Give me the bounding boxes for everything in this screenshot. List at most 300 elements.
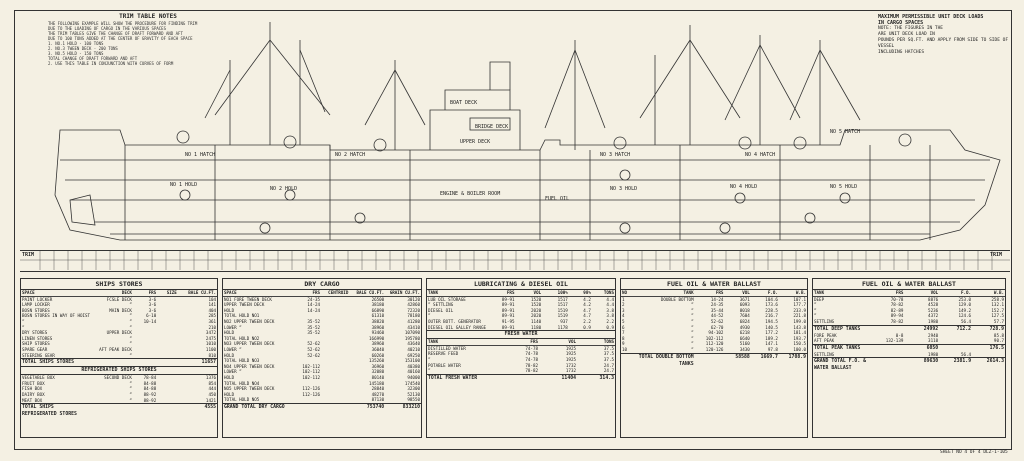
table-cell: [321, 397, 349, 403]
table-cell: 89-94: [890, 313, 904, 319]
table-header: [427, 290, 615, 297]
table-cell: VOL: [930, 290, 939, 295]
table-cell: 0.9: [606, 324, 614, 330]
table-title: SHIPS STORES: [21, 279, 217, 290]
total-row: [427, 374, 615, 382]
table-cell: 78-84: [143, 375, 157, 381]
table-cell: 2.2: [583, 318, 591, 324]
table-cell: ”: [691, 313, 694, 319]
table-cell: 2940: [928, 332, 939, 338]
table-cell: 149.2: [958, 307, 972, 313]
table-cell: 3110: [928, 338, 939, 344]
table-cell: 810: [208, 352, 217, 358]
table-cell: 42860: [407, 302, 420, 308]
table-cell: SHIP STORES: [22, 341, 50, 347]
table-cell: VOL: [568, 339, 576, 345]
total-row: [813, 357, 1005, 372]
table-cell: 728.9: [989, 326, 1005, 332]
table-cell: 3-6: [148, 302, 157, 308]
table-cell: VEGETABLE BOX: [22, 375, 55, 381]
table-cell: ”: [129, 341, 132, 347]
table-cell: [157, 359, 178, 366]
table-cell: 153100: [404, 358, 420, 364]
table-cell: 78180: [407, 313, 420, 319]
table-cell: 48270: [371, 391, 385, 397]
table-cell: 120-126: [705, 346, 724, 352]
table-cell: 4528: [928, 302, 939, 308]
table-cell: 102-112: [302, 374, 321, 380]
table-cell: 6218: [739, 330, 750, 336]
table-cell: 4.2: [583, 296, 591, 302]
table-cell: 753740: [366, 404, 385, 410]
table-cell: 11657: [201, 360, 217, 366]
table-cell: F.O.: [767, 290, 778, 295]
table-cell: 2020: [531, 313, 542, 319]
note-line: TOTAL CHANGE OF DRAFT FORWARD AND AFT: [48, 56, 138, 61]
table-cell: 9: [622, 341, 625, 347]
table-cell: GRAND TOTAL DRY CARGO: [224, 404, 285, 410]
table-cell: FORE PEAK: [814, 332, 837, 338]
table-row: [21, 353, 217, 359]
table-cell: 58588: [735, 354, 750, 360]
table-cell: VOL: [533, 290, 542, 295]
table-cell: 152.7: [991, 307, 1005, 313]
table-cell: SECOND DECK: [104, 375, 132, 381]
table-cell: 82-89: [890, 307, 904, 313]
table-cell: 6824: [739, 318, 750, 324]
table-cell: 132-139: [885, 338, 904, 344]
table-cell: 24.7: [603, 362, 614, 368]
table-row: [621, 347, 807, 353]
deck-load-sub: IN CARGO SPACES: [878, 20, 924, 26]
table-cell: 4.2: [583, 302, 591, 308]
table-cell: 62-70: [710, 324, 724, 330]
table-cell: 107.1: [793, 296, 806, 302]
table-cell: 1732: [565, 368, 576, 374]
table-cell: BALE CU.FT.: [188, 290, 217, 295]
table-cell: 43640: [407, 341, 420, 347]
table-cell: [293, 404, 321, 411]
table-cell: ”: [129, 391, 132, 397]
table-cell: 89-91: [501, 307, 515, 313]
table-cell: [90, 359, 133, 366]
table-cell: [157, 353, 178, 359]
table-cell: FISH BOX: [22, 386, 43, 392]
table-cell: 194.5: [765, 318, 778, 324]
table-cell: FRS: [715, 290, 724, 295]
table-cell: 210: [208, 324, 217, 330]
table-cell: LUB OIL STORAGE: [428, 296, 466, 302]
table-cell: TOTAL SHIPS REFRIGERATED STORES: [22, 405, 77, 418]
table-cell: 141: [208, 302, 217, 308]
hatch1-label: NO 1 HATCH: [185, 152, 216, 158]
table-cell: 14-24: [307, 302, 321, 308]
table-cell: 104: [208, 296, 217, 302]
table-header: [621, 290, 807, 297]
hold3-label: NO 3 HOLD: [610, 186, 638, 192]
table-cell: 36960: [371, 363, 385, 369]
table-cell: TOTAL SHIPS STORES: [22, 360, 74, 366]
table-cell: 4.7: [583, 313, 591, 319]
hatch-fwd-label: NO 5 HATCH: [830, 129, 861, 135]
table-cell: 195780: [404, 335, 420, 341]
table-cell: 174540: [404, 380, 420, 386]
table-cell: HOLD: [224, 307, 235, 313]
table-cell: 1517: [557, 302, 568, 308]
table-cell: 44-52: [710, 313, 724, 319]
trim-band: [20, 250, 1010, 272]
table-cell: TOTAL DEEP TANKS: [814, 326, 861, 332]
table-cell: SIZE: [166, 290, 177, 295]
table-row: [813, 319, 1005, 325]
table-cell: HOLD: [224, 352, 235, 358]
total-row: [223, 403, 421, 411]
note-line: 2. USE THIS TABLE IN CONJUNCTION WITH CURVES OF FORM: [48, 61, 174, 66]
table-title: LUBRICATING & DIESEL OIL: [427, 279, 615, 290]
subsection-title: REFRIGERATED SHIPS STORES: [21, 366, 217, 375]
table-row: [427, 325, 615, 331]
table-cell: 5: [622, 318, 625, 324]
table-cell: 6050: [926, 345, 939, 351]
table-cell: [621, 354, 637, 368]
table-cell: 4.4: [606, 296, 614, 302]
table-cell: 10-14: [143, 318, 157, 324]
table-cell: SETTLING: [814, 318, 835, 324]
table-header: [21, 290, 217, 297]
table-cell: [870, 358, 905, 372]
table-cell: 38960: [371, 341, 385, 347]
table-cell: TANK: [428, 290, 439, 295]
table-cell: 124.6: [958, 313, 972, 319]
table-cell: ”: [814, 302, 817, 308]
table-cell: 35-52: [307, 324, 321, 330]
deck-load-line: NOTE: THE FIGURES IN THE: [878, 26, 944, 31]
total-row: [21, 403, 217, 418]
table-cell: 14-24: [307, 307, 321, 313]
table-cell: 216.7: [765, 313, 778, 319]
table-cell: 4.4: [606, 302, 614, 308]
table-cell: DIESEL OIL GALLEY RANGE: [428, 324, 486, 330]
table-cell: 104.6: [765, 296, 778, 302]
table-cell: ”: [428, 313, 431, 319]
table-cell: ”: [129, 386, 132, 392]
table-cell: NO2 UPPER TWEEN DECK: [224, 318, 275, 324]
table-cell: 1180: [531, 324, 542, 330]
trim-label-right: TRIM: [990, 252, 1003, 258]
table-cell: 233.9: [793, 307, 806, 313]
table-cell: 4.7: [583, 307, 591, 313]
table-cell: 8: [622, 335, 625, 341]
table-cell: FRS: [148, 290, 157, 295]
table-cell: 72320: [407, 307, 420, 313]
table-cell: HOLD: [224, 374, 235, 380]
table-cell: 2.2: [606, 318, 614, 324]
fuel-ballast-table-1: [620, 278, 808, 438]
table-cell: W.B.: [795, 290, 806, 295]
table-cell: 80140: [371, 374, 385, 380]
table-cell: 450: [208, 391, 217, 397]
table-cell: [972, 352, 1005, 358]
table-cell: 78-82: [890, 318, 904, 324]
table-cell: 40380: [407, 363, 420, 369]
table-cell: LINEN STORES: [22, 335, 53, 341]
table-cell: [939, 338, 972, 344]
table-cell: 37.5: [603, 356, 614, 362]
deck-load-line: INCLUDING HATCHES: [878, 50, 925, 55]
table-cell: CENTROID: [328, 290, 349, 295]
table-cell: 98550: [407, 397, 420, 403]
hatch5-label: NO 4 HATCH: [745, 152, 776, 158]
table-cell: 52-62: [307, 341, 321, 347]
note-line: THE FOLLOWING EXAMPLE WILL SHOW THE PROCEDURE FOR FINDING TRIM: [48, 21, 198, 26]
table-cell: TOTAL HOLD NO3: [224, 358, 260, 364]
table-cell: FCSLE DECK: [106, 296, 132, 302]
table-cell: 1980: [928, 351, 939, 357]
table-cell: 1732: [565, 362, 576, 368]
table-cell: 1519: [557, 307, 568, 313]
table-cell: PAINT LOCKER: [22, 296, 53, 302]
table-cell: ”: [129, 318, 132, 324]
table-cell: 4: [622, 313, 625, 319]
table-cell: UPPER TWEEN DECK: [224, 302, 265, 308]
table-cell: TOTAL HOLD NO5: [224, 397, 260, 403]
table-cell: [870, 345, 905, 352]
table-title: DRY CARGO: [223, 279, 421, 290]
table-cell: 100%: [557, 290, 568, 295]
table-cell: 52-62: [307, 352, 321, 358]
trim-label-left: TRIM: [22, 252, 35, 258]
table-cell: 94-102: [708, 330, 724, 336]
boat-deck-label: BOAT DECK: [450, 100, 478, 106]
table-cell: 78-82: [890, 302, 904, 308]
lube-oil-table: [426, 278, 616, 438]
table-cell: ”: [691, 307, 694, 313]
table-cell: 35-44: [710, 307, 724, 313]
table-row: [223, 397, 421, 403]
table-cell: 10: [622, 346, 628, 352]
table-cell: ”: [129, 397, 132, 403]
table-cell: 89-91: [501, 302, 515, 308]
table-cell: 285: [208, 313, 217, 319]
table-cell: AFT PEAK DECK: [99, 346, 132, 352]
table-cell: 87130: [371, 397, 385, 403]
table-cell: ”: [691, 324, 694, 330]
table-cell: 14-24: [710, 296, 724, 302]
table-cell: 173.6: [765, 302, 778, 308]
table-cell: ”: [814, 307, 817, 313]
table-cell: NO3 UPPER TWEEN DECK: [224, 341, 275, 347]
table-cell: 1178: [557, 324, 568, 330]
table-cell: 94000: [407, 374, 420, 380]
table-cell: 89-91: [501, 296, 515, 302]
table-cell: LOWER ”: [224, 346, 242, 352]
deck-load-line: ARE UNIT DECK LOAD IN: [878, 32, 935, 37]
table-cell: TANK: [814, 290, 825, 295]
table-cell: 1010: [205, 341, 217, 347]
table-cell: 166990: [369, 335, 385, 341]
total-row: [21, 358, 217, 366]
table-title: FUEL OIL & WATER BALLAST: [813, 279, 1005, 290]
table-cell: 2475: [205, 335, 217, 341]
table-cell: ”: [691, 330, 694, 336]
table-cell: 3: [622, 307, 625, 313]
upper-deck-label: UPPER DECK: [460, 139, 491, 145]
table-cell: 3.8: [606, 307, 614, 313]
table-cell: DEEP: [814, 296, 825, 302]
table-cell: 1140: [531, 318, 542, 324]
table-cell: BALE CU.FT.: [356, 290, 385, 295]
sheet-number: SHEET NO 4 OF 4 DLZ-1-105: [940, 450, 1008, 455]
table-cell: 1421: [205, 397, 217, 403]
table-cell: 38180: [371, 302, 385, 308]
table-cell: 135260: [369, 358, 385, 364]
hatch3-label: NO 2 HATCH: [335, 152, 366, 158]
table-cell: ”: [129, 324, 132, 330]
table-cell: 40160: [407, 369, 420, 375]
table-cell: 84-88: [143, 380, 157, 386]
table-cell: DISTILLED WATER: [428, 345, 466, 351]
total-row: [813, 344, 1005, 352]
table-cell: 314.3: [599, 375, 614, 381]
table-cell: 1925: [565, 356, 576, 362]
note-line: THE TRIM TABLES GIVE THE CHANGE OF DRAFT FORWARD AND AFT: [48, 31, 183, 36]
bridge-deck-label: BRIDGE DECK: [475, 124, 509, 130]
table-cell: 150.5: [793, 341, 806, 347]
table-header: [813, 290, 1005, 297]
notes-title: TRIM TABLE NOTES: [119, 13, 177, 20]
table-cell: 60260: [371, 352, 385, 358]
table-cell: 89630: [923, 359, 939, 365]
table-cell: ”: [691, 346, 694, 352]
table-cell: 6-10: [146, 313, 157, 319]
table-cell: 176.5: [989, 345, 1005, 351]
table-cell: 3671: [739, 296, 750, 302]
table-cell: BOSN STORES: [22, 307, 50, 313]
table-cell: 3-6: [148, 307, 157, 313]
table-cell: ”: [129, 302, 132, 308]
table-cell: ”: [22, 318, 25, 324]
table-cell: 88-92: [143, 397, 157, 403]
table-cell: 712.2: [956, 326, 972, 332]
table-cell: 41280: [407, 318, 420, 324]
table-cell: DOUBLE BOTTOM: [660, 296, 694, 302]
table-cell: NO1 FORE TWEEN DECK: [224, 296, 272, 302]
table-cell: 78-82: [525, 362, 538, 368]
table-cell: 8018: [739, 307, 750, 313]
table-cell: 0-8: [895, 332, 904, 338]
table-cell: 228.5: [765, 307, 778, 313]
table-cell: [695, 354, 725, 368]
table-cell: ”: [129, 313, 132, 319]
table-row: [427, 368, 615, 374]
table-cell: 7: [622, 330, 625, 336]
table-cell: LOWER ”: [224, 369, 242, 375]
table-row: [813, 352, 1005, 358]
table-cell: 1376: [205, 375, 217, 381]
table-cell: 253.0: [958, 296, 972, 302]
table-cell: 88-92: [143, 391, 157, 397]
table-cell: ”: [691, 318, 694, 324]
table-cell: HOLD: [224, 330, 235, 336]
table-cell: 84-88: [143, 386, 157, 392]
table-cell: 32300: [407, 386, 420, 392]
table-cell: 193.7: [793, 335, 806, 341]
table-cell: ”: [129, 380, 132, 386]
table-cell: DIESEL OIL: [428, 307, 454, 313]
table-cell: NO5 UPPER TWEEN DECK: [224, 386, 275, 392]
table-cell: 132.1: [991, 302, 1005, 308]
table-cell: SETTLING: [814, 351, 835, 357]
table-cell: ”: [814, 313, 817, 319]
table-cell: 43410: [407, 324, 420, 330]
table-cell: 112-126: [302, 386, 321, 392]
hold5-label: NO 5 HOLD: [830, 184, 858, 190]
table-cell: TOTAL HOLD NO4: [224, 380, 260, 386]
table-cell: [90, 404, 133, 418]
table-cell: 112-120: [705, 341, 724, 347]
table-cell: [157, 404, 178, 418]
table-cell: TONS: [603, 339, 614, 345]
table-cell: 1669.7: [760, 354, 778, 360]
note-line: 3. NO.5 HOLD - 150 TONS: [48, 51, 104, 56]
table-cell: 2614.3: [986, 359, 1005, 365]
table-cell: SPARE GEAR: [22, 346, 48, 352]
table-cell: 4555: [204, 405, 217, 411]
table-cell: [133, 359, 157, 366]
table-cell: ”: [22, 324, 25, 330]
table-cell: W.B.: [993, 290, 1005, 295]
table-cell: 40210: [407, 346, 420, 352]
table-cell: 1520: [531, 296, 542, 302]
table-cell: 70-78: [890, 296, 904, 302]
table-cell: 52-62: [710, 318, 724, 324]
table-cell: ”: [691, 335, 694, 341]
table-cell: 189.2: [765, 335, 778, 341]
table-cell: 30120: [407, 296, 420, 302]
table-cell: 8876: [928, 296, 939, 302]
table-cell: 102-112: [302, 369, 321, 375]
table-cell: [133, 404, 157, 418]
table-cell: 97.8: [767, 346, 778, 352]
table-cell: TONS: [603, 290, 614, 295]
table-cell: TOTAL HOLD NO2: [224, 335, 260, 341]
table-cell: SPACE: [22, 290, 35, 295]
fuel-ballast-table-2: [812, 278, 1006, 438]
table-cell: 36040: [371, 346, 385, 352]
table-cell: AFT PEAK: [814, 338, 835, 344]
dry-cargo-table: [222, 278, 422, 438]
table-cell: MAIN DECK: [109, 307, 132, 313]
table-cell: 361: [208, 318, 217, 324]
table-cell: 140.5: [765, 324, 778, 330]
table-cell: 90.7: [993, 338, 1005, 344]
table-cell: 258.9: [991, 296, 1005, 302]
table-cell: 1519: [557, 313, 568, 319]
table-row: [21, 398, 217, 404]
table-cell: 1925: [565, 351, 576, 357]
table-cell: 5160: [739, 341, 750, 347]
table-cell: 4372: [928, 313, 939, 319]
deck-load-title: MAXIMUM PERMISSIBLE UNIT DECK LOADS: [878, 14, 984, 20]
table-cell: DRY STORES: [22, 330, 48, 336]
table-cell: UPPER DECK: [106, 330, 132, 336]
table-cell: 38820: [371, 318, 385, 324]
table-cell: NO: [622, 290, 628, 295]
table-cell: 1925: [565, 345, 576, 351]
table-cell: ” SETTLING: [428, 302, 454, 308]
table-cell: 854: [208, 380, 217, 386]
hold4-label: NO 4 HOLD: [730, 184, 758, 190]
